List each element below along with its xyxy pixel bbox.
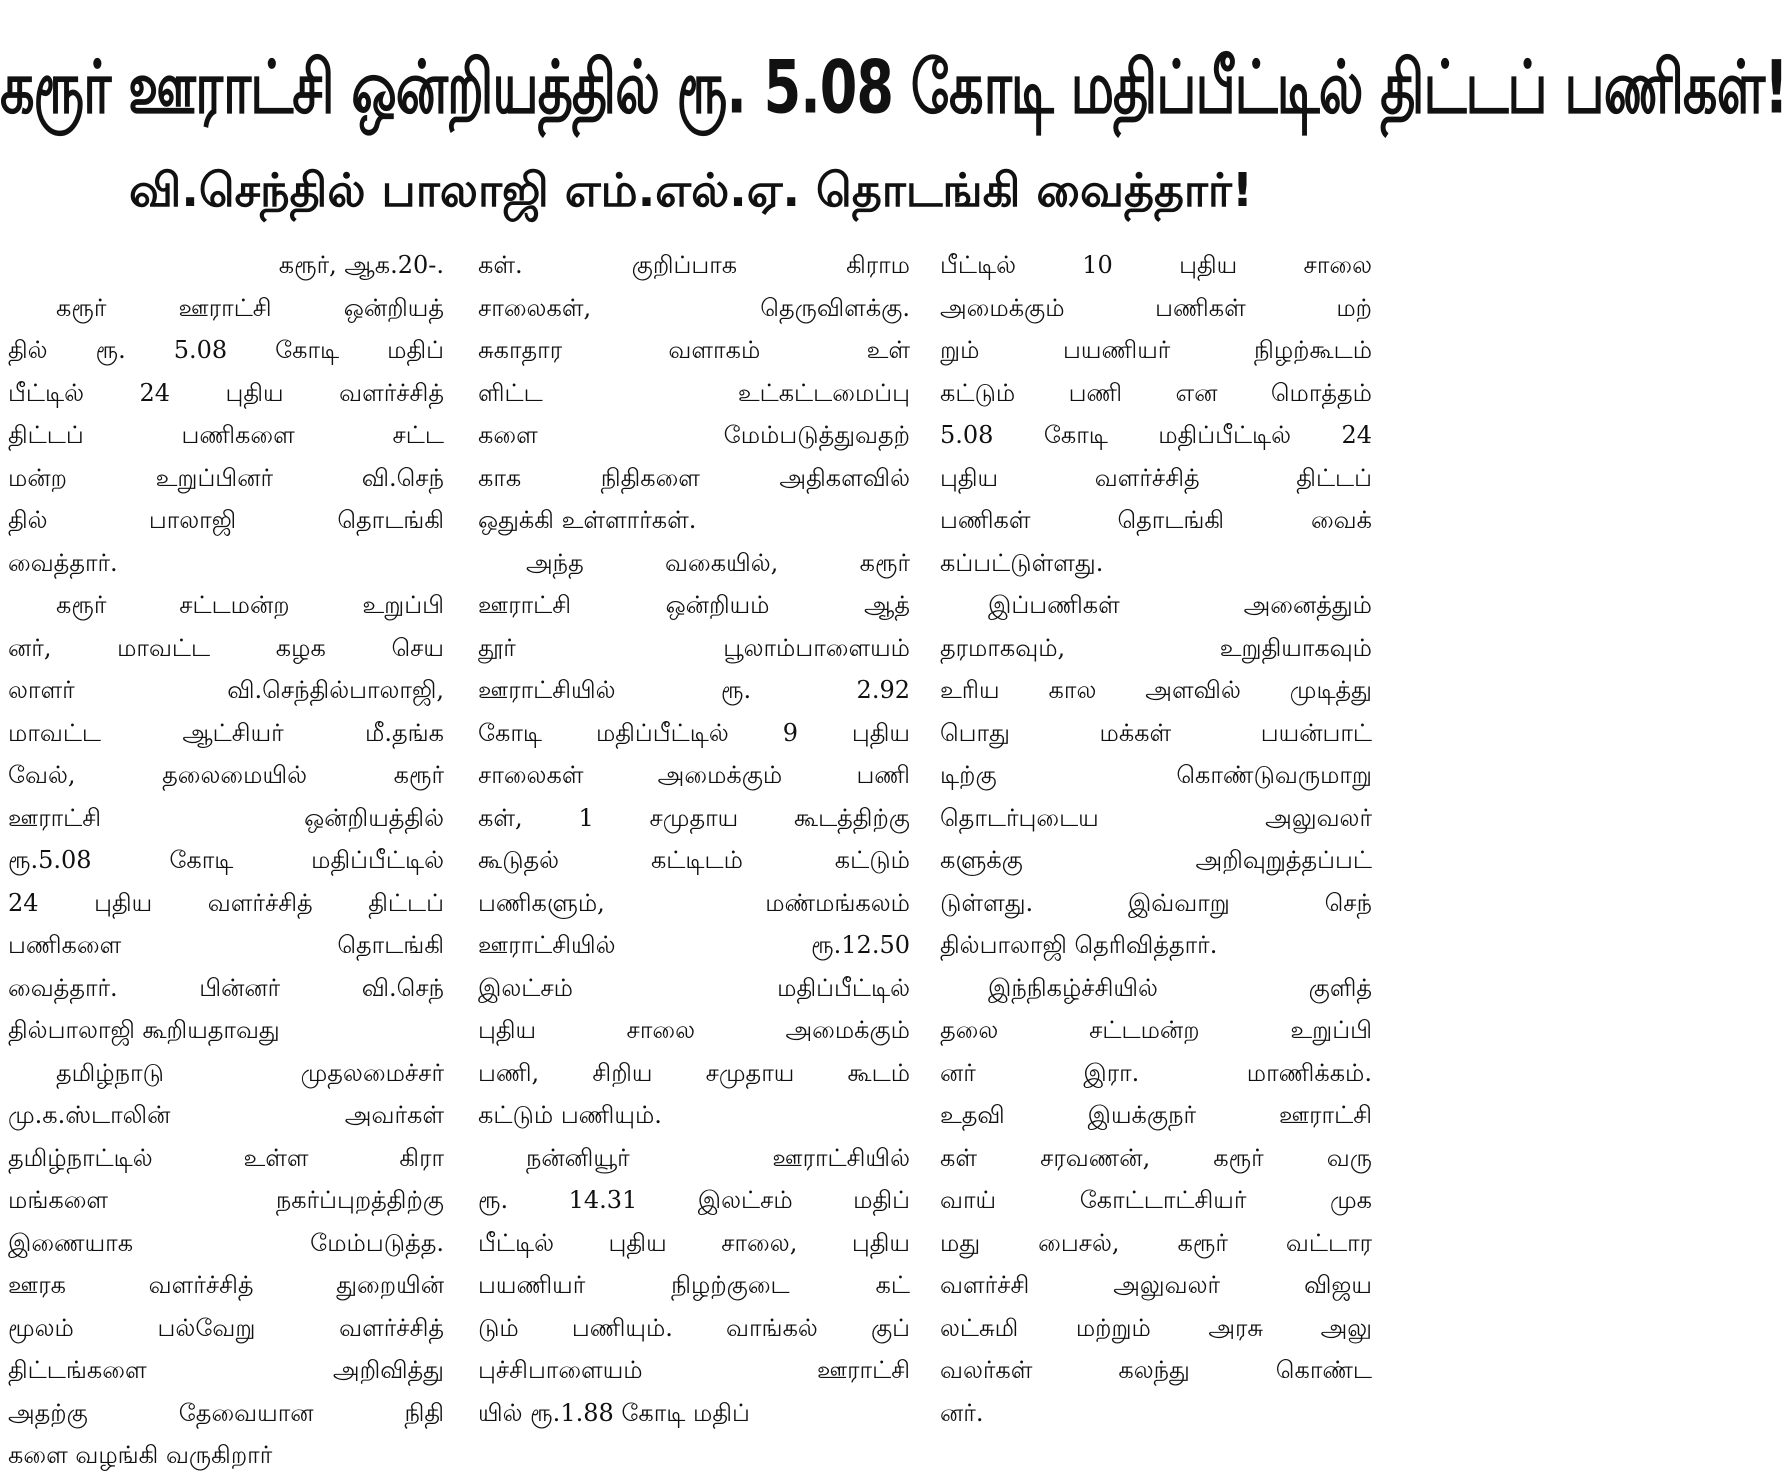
article-line: அமைக்கும் பணிகள் மற்: [940, 293, 1372, 322]
article-column-3: [940, 244, 1372, 1434]
article-line: கள். குறிப்பாக கிராம: [478, 251, 910, 279]
article-line: ரூ.5.08 கோடி மதிப்பீட்டில்: [8, 846, 444, 874]
article-line: தமிழ்நாடு முதலமைச்சர்: [56, 1058, 444, 1087]
article-line: லட்சுமி மற்றும் அரசு அலு: [940, 1313, 1372, 1342]
article-line: இந்நிகழ்ச்சியில் குளித்: [988, 973, 1372, 1002]
article-line: திட்டப் பணிகளை சட்ட: [8, 421, 444, 449]
article-line: இப்பணிகள் அனைத்தும்: [988, 591, 1372, 619]
article-line: ளிட்ட உட்கட்டமைப்பு: [478, 378, 910, 407]
article-line: அந்த வகையில், கரூர்: [526, 548, 910, 577]
article-line: தமிழ்நாட்டில் உள்ள கிரா: [8, 1143, 444, 1172]
article-line: ஊராட்சியில் ரூ.12.50: [478, 931, 910, 959]
article-line: ஒதுக்கி உள்ளார்கள்.: [478, 506, 697, 534]
article-line: வலர்கள் கலந்து கொண்ட: [940, 1356, 1372, 1384]
article-line: இணையாக மேம்படுத்த.: [8, 1228, 444, 1257]
article-line: தில்பாலாஜி கூறியதாவது: [8, 1016, 280, 1044]
article-line: ரூ. 14.31 இலட்சம் மதிப்: [478, 1186, 910, 1214]
article-line: நன்னியூர் ஊராட்சியில்: [526, 1143, 910, 1172]
article-line: புதிய சாலை அமைக்கும்: [478, 1016, 910, 1044]
article-line: வாய் கோட்டாட்சியர் முக: [940, 1186, 1372, 1214]
article-line: தலை சட்டமன்ற உறுப்பி: [940, 1016, 1372, 1044]
article-line: தில் பாலாஜி தொடங்கி: [8, 506, 444, 534]
article-line: கட்டும் பணியும்.: [478, 1101, 662, 1129]
article-line: இலட்சம் மதிப்பீட்டில்: [478, 973, 910, 1002]
article-line: மூலம் பல்வேறு வளர்ச்சித்: [8, 1313, 444, 1342]
article-line: மு.க.ஸ்டாலின் அவர்கள்: [8, 1101, 444, 1129]
article-line: உதவி இயக்குநர் ஊராட்சி: [940, 1101, 1372, 1129]
article-line: 24 புதிய வளர்ச்சித் திட்டப்: [8, 888, 444, 917]
article-line: ஊரக வளர்ச்சித் துறையின்: [8, 1271, 444, 1299]
article-line: ஊராட்சியில் ரூ. 2.92: [478, 676, 910, 704]
article-line: னர்.: [940, 1398, 984, 1427]
article-line: களை வழங்கி வருகிறார்: [8, 1441, 273, 1469]
article-line: கூடுதல் கட்டிடம் கட்டும்: [478, 846, 910, 874]
article-line: மன்ற உறுப்பினர் வி.செந்: [8, 463, 444, 492]
article-line: டுள்ளது. இவ்வாறு செந்: [940, 888, 1372, 917]
article-line: றும் பயணியர் நிழற்கூடம்: [940, 336, 1372, 364]
article-line: களுக்கு அறிவுறுத்தப்பட்: [940, 846, 1372, 874]
article-line: வளர்ச்சி அலுவலர் விஜய: [940, 1271, 1372, 1299]
article-line: டிற்கு கொண்டுவருமாறு: [940, 761, 1372, 789]
article-line: கரூர், ஆக.20-.: [278, 251, 444, 279]
article-line: தில் ரூ. 5.08 கோடி மதிப்: [8, 336, 444, 364]
article-line: திட்டங்களை அறிவித்து: [8, 1356, 444, 1384]
article-line: தொடர்புடைய அலுவலர்: [940, 803, 1372, 832]
article-column-2: [478, 244, 910, 1434]
article-line: மது பைசல், கரூர் வட்டார: [940, 1228, 1372, 1257]
article-line: பயணியர் நிழற்குடை கட்: [478, 1271, 910, 1299]
article-line: தரமாகவும், உறுதியாகவும்: [940, 633, 1372, 662]
article-line: 5.08 கோடி மதிப்பீட்டில் 24: [940, 421, 1372, 449]
article-line: கள், 1 சமுதாய கூடத்திற்கு: [478, 803, 910, 832]
article-line: உரிய கால அளவில் முடித்து: [940, 676, 1372, 704]
article-column-1: [8, 244, 444, 1477]
article-line: காக நிதிகளை அதிகளவில்: [478, 463, 910, 492]
article-line: புச்சிபாளையம் ஊராட்சி: [478, 1356, 910, 1384]
article-line: புதிய வளர்ச்சித் திட்டப்: [940, 463, 1372, 492]
article-line: கோடி மதிப்பீட்டில் 9 புதிய: [478, 718, 910, 747]
article-line: னர், மாவட்ட கழக செய: [8, 633, 444, 662]
article-line: சாலைகள் அமைக்கும் பணி: [478, 761, 910, 789]
article-line: பணிகள் தொடங்கி வைக்: [940, 506, 1372, 534]
article-line: கட்டும் பணி என மொத்தம்: [940, 378, 1372, 407]
article-line: தூர் பூலாம்பாளையம்: [478, 633, 910, 662]
article-line: ஊராட்சி ஒன்றியத்தில்: [8, 803, 444, 832]
subheadline: வி.செந்தில் பாலாஜி எம்.எல்.ஏ. தொடங்கி வைத்தார்!: [129, 163, 1253, 217]
article-line: மங்களை நகர்ப்புறத்திற்கு: [8, 1186, 444, 1214]
article-line: வைத்தார்.: [8, 548, 118, 577]
article-line: னர் இரா. மாணிக்கம்.: [940, 1058, 1372, 1087]
article-line: களை மேம்படுத்துவதற்: [478, 421, 910, 449]
article-line: பணிகளும், மண்மங்கலம்: [478, 888, 910, 917]
article-line: யில் ரூ.1.88 கோடி மதிப்: [478, 1398, 750, 1427]
article-line: பணி, சிறிய சமுதாய கூடம்: [478, 1058, 910, 1087]
article-line: மாவட்ட ஆட்சியர் மீ.தங்க: [8, 718, 444, 747]
article-line: பீட்டில் 24 புதிய வளர்ச்சித்: [8, 378, 444, 407]
article-line: கரூர் ஊராட்சி ஒன்றியத்: [56, 293, 444, 322]
article-line: சாலைகள், தெருவிளக்கு.: [478, 293, 910, 322]
article-line: கப்பட்டுள்ளது.: [940, 548, 1104, 577]
article-line: லாளர் வி.செந்தில்பாலாஜி,: [8, 676, 444, 704]
article-line: கரூர் சட்டமன்ற உறுப்பி: [56, 591, 444, 619]
article-line: சுகாதார வளாகம் உள்: [478, 336, 910, 364]
headline: கரூர் ஊராட்சி ஒன்றியத்தில் ரூ. 5.08 கோடி மதிப்பீட்டில் திட்டப் பணிகள்!: [0, 45, 1788, 131]
article-line: பொது மக்கள் பயன்பாட்: [940, 718, 1372, 747]
article-line: டும் பணியும். வாங்கல் குப்: [478, 1313, 910, 1342]
article-line: கள் சரவணன், கரூர் வரு: [940, 1143, 1372, 1172]
article-line: ஊராட்சி ஒன்றியம் ஆத்: [478, 591, 910, 619]
article-line: வேல், தலைமையில் கரூர்: [8, 761, 444, 789]
article-line: வைத்தார். பின்னர் வி.செந்: [8, 973, 444, 1002]
article-line: பீட்டில் புதிய சாலை, புதிய: [478, 1228, 910, 1257]
article-line: தில்பாலாஜி தெரிவித்தார்.: [940, 931, 1218, 959]
article-line: பீட்டில் 10 புதிய சாலை: [940, 251, 1372, 279]
article-line: அதற்கு தேவையான நிதி: [8, 1398, 444, 1427]
article-line: பணிகளை தொடங்கி: [8, 931, 444, 959]
